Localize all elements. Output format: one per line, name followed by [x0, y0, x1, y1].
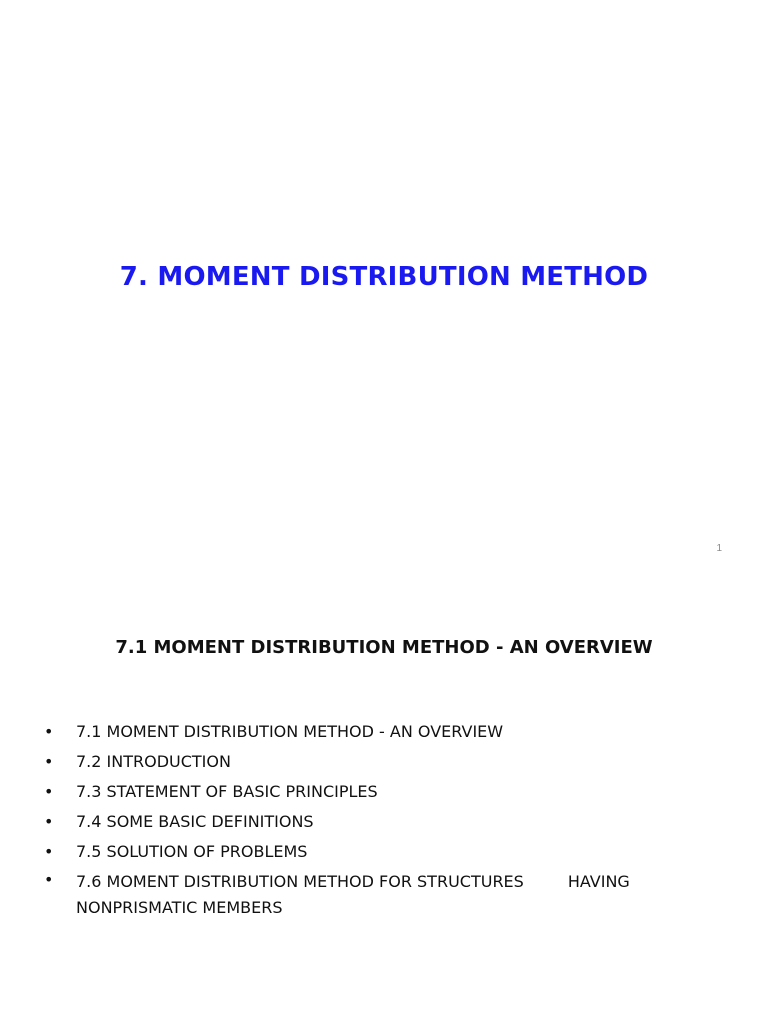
- list-item-text: NONPRISMATIC MEMBERS: [76, 898, 283, 917]
- slide-title: 7. MOMENT DISTRIBUTION METHOD: [119, 262, 649, 292]
- section-title: 7.1 MOMENT DISTRIBUTION METHOD - AN OVERVIEW: [115, 637, 653, 658]
- slide-2: [0, 566, 768, 1024]
- list-item: [44, 777, 724, 807]
- list-item-text: 7.2 INTRODUCTION: [76, 752, 231, 771]
- bullet-icon: •: [44, 842, 54, 861]
- list-item-text: 7.6 MOMENT DISTRIBUTION METHOD FOR STRUCTURES: [76, 872, 524, 891]
- list-item-text: HAVING: [567, 872, 630, 891]
- list-item-text: 7.4 SOME BASIC DEFINITIONS: [76, 812, 314, 831]
- list-item: [44, 837, 724, 867]
- bullet-icon: •: [44, 782, 54, 801]
- list-item-text: 7.5 SOLUTION OF PROBLEMS: [76, 842, 308, 861]
- bullet-icon: •: [44, 752, 54, 771]
- list-item-text: 7.1 MOMENT DISTRIBUTION METHOD - AN OVERVIEW: [76, 722, 504, 741]
- bullet-icon: •: [44, 722, 54, 741]
- bullet-icon: •: [44, 870, 54, 889]
- list-item: [44, 747, 724, 777]
- contents-list: [44, 717, 724, 921]
- bullet-icon: •: [44, 812, 54, 831]
- list-item-text: 7.3 STATEMENT OF BASIC PRINCIPLES: [76, 782, 378, 801]
- list-item: [44, 717, 724, 747]
- page-number: 1: [716, 543, 722, 554]
- list-item: [44, 867, 724, 921]
- list-item: [44, 807, 724, 837]
